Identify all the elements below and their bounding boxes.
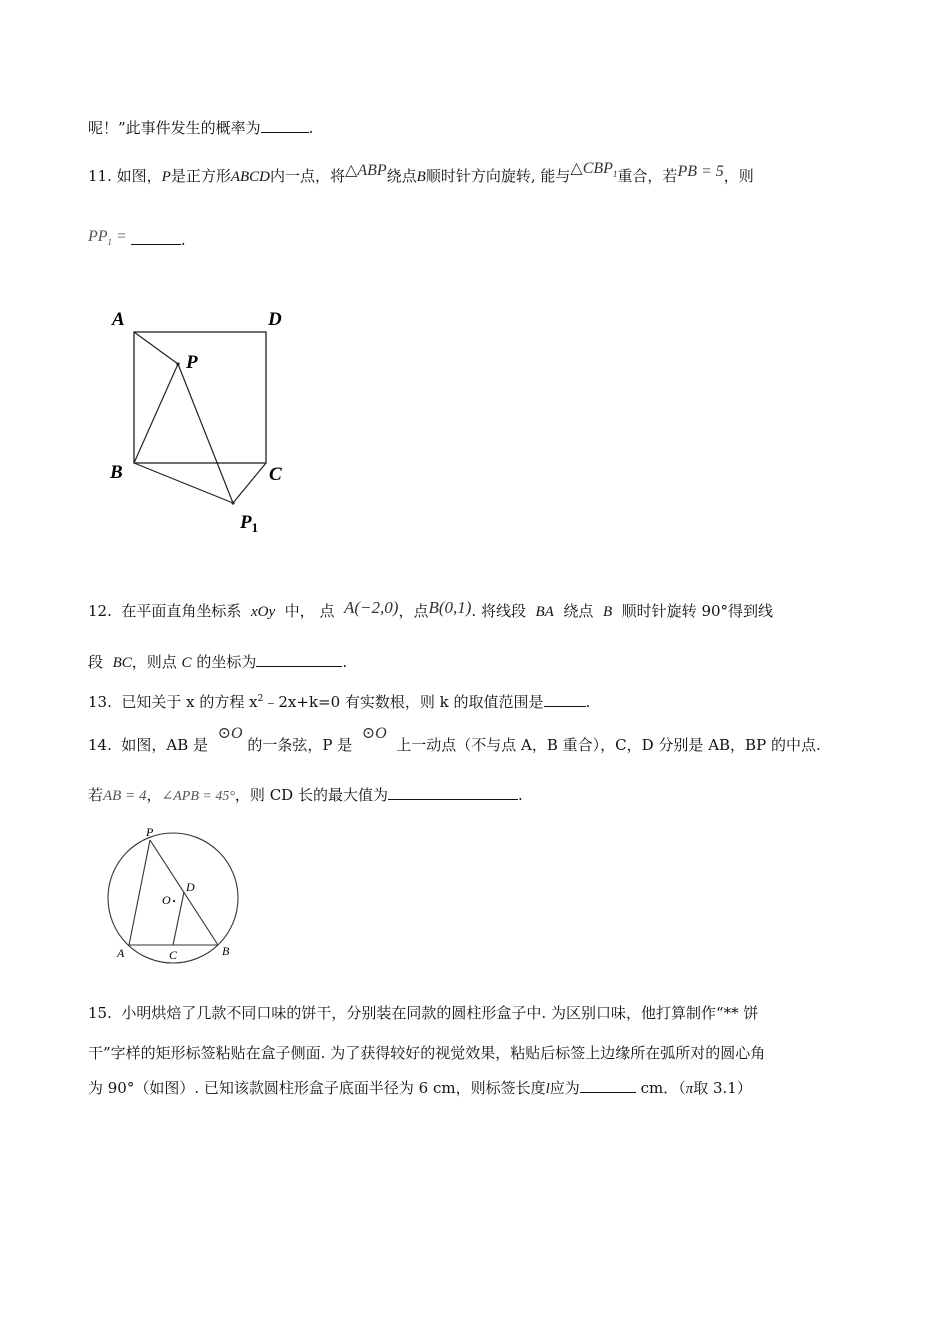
q11-pp1-label: $PP_1$ =	[88, 228, 127, 248]
q14-ab-value: AB = 4	[103, 788, 147, 804]
q11-number: 11.	[88, 167, 112, 185]
segment-ap	[134, 332, 178, 364]
q15-line2: 干”字样的矩形标签粘贴在盒子侧面. 为了获得较好的视觉效果，粘贴后标签上边缘所在弧所对的圆心角	[88, 1044, 766, 1062]
label-d: D	[268, 309, 282, 330]
q11-answer-blank[interactable]	[131, 230, 181, 245]
q14-circle-o-2: ⊙O	[361, 725, 387, 742]
label-b: B	[110, 462, 123, 483]
label-a-fig14: A	[117, 946, 125, 960]
point-p-dot	[176, 362, 179, 365]
q11-pb-value: PB = 5	[677, 163, 724, 180]
q11-triangle-abp: △ABP	[345, 162, 387, 179]
point-p1-dot	[231, 501, 234, 504]
q15-number: 15.	[88, 1004, 112, 1022]
q12-line2: 段 BC，则点 C 的坐标为 .	[88, 653, 348, 671]
q14-number: 14.	[88, 736, 112, 754]
q11-line2: $PP_1$ = .	[88, 228, 186, 249]
label-p1: $P_1$	[240, 512, 259, 535]
q12-number: 12.	[88, 602, 112, 620]
label-c: C	[269, 464, 282, 485]
figure-circle-chord	[100, 820, 260, 970]
q15-answer-blank[interactable]	[580, 1078, 636, 1093]
q14-line1: 14. 如图，AB 是 ⊙O 的一条弦，P 是 ⊙O 上一动点（不与点 A，B 重合），C，D 分别是 AB，BP 的中点.	[88, 725, 821, 754]
q15-line1: 15. 小明烘焙了几款不同口味的饼干，分别装在同款的圆柱形盒子中. 为区别口味，他打算制作“** 饼	[88, 1004, 759, 1022]
label-a: A	[112, 309, 125, 330]
segment-pp1	[178, 364, 233, 503]
q12-answer-blank[interactable]	[256, 652, 342, 667]
label-c-fig14: C	[169, 948, 178, 962]
q12-line1: 12. 在平面直角坐标系 xOy 中， 点 A(−2,0)，点B(0,1). 将线段 BA 绕点 B 顺时针旋转 90°得到线	[88, 598, 774, 620]
segment-bp	[134, 364, 178, 463]
q14-answer-blank[interactable]	[388, 785, 518, 800]
q13-answer-blank[interactable]	[544, 692, 586, 707]
q14-circle-o-1: ⊙O	[217, 725, 243, 742]
label-p: P	[186, 352, 198, 373]
q15-line3: 为 90°（如图）. 已知该款圆柱形盒子底面半径为 6 cm，则标签长度l应为 cm．（π取 3.1）	[88, 1079, 752, 1097]
q13-line: 13. 已知关于 x 的方程 $x^2﹣2x+k=0$ 有实数根，则 k 的取值范围是 .	[88, 693, 591, 711]
label-p-fig14: P	[146, 825, 154, 839]
figure-square-rotation	[100, 300, 300, 540]
q10-tail: 呢！”此事件发生的概率为 .	[88, 119, 314, 137]
segment-cd	[173, 892, 184, 945]
q13-number: 13.	[88, 693, 112, 711]
q11-line1: 11. 如图，P是正方形ABCD内一点，将△ABP绕点B顺时针方向旋转, 能与$\triangle CBP_1$重合，若PB = 5，则	[88, 160, 754, 185]
q14-line2: 若AB = 4，∠APB = 45°，则 CD 长的最大值为 .	[88, 786, 523, 804]
q14-angle-value: ∠APB = 45°	[161, 789, 235, 804]
q12-point-b: B(0,1)	[428, 598, 472, 617]
label-o-fig14: O	[162, 893, 171, 907]
segment-cp1	[233, 463, 266, 503]
q11-triangle-cbp1: $\triangle CBP_1$	[570, 160, 618, 180]
label-d-fig14: D	[186, 880, 195, 894]
q10-text: 呢！”此事件发生的概率为	[88, 119, 261, 137]
label-b-fig14: B	[222, 944, 230, 958]
segment-pa	[129, 840, 150, 945]
square-abcd	[134, 332, 266, 463]
q12-point-a: A(−2,0)	[344, 598, 399, 617]
center-o-dot	[173, 900, 175, 902]
segment-bp1	[134, 463, 233, 503]
q10-answer-blank[interactable]	[261, 118, 309, 133]
